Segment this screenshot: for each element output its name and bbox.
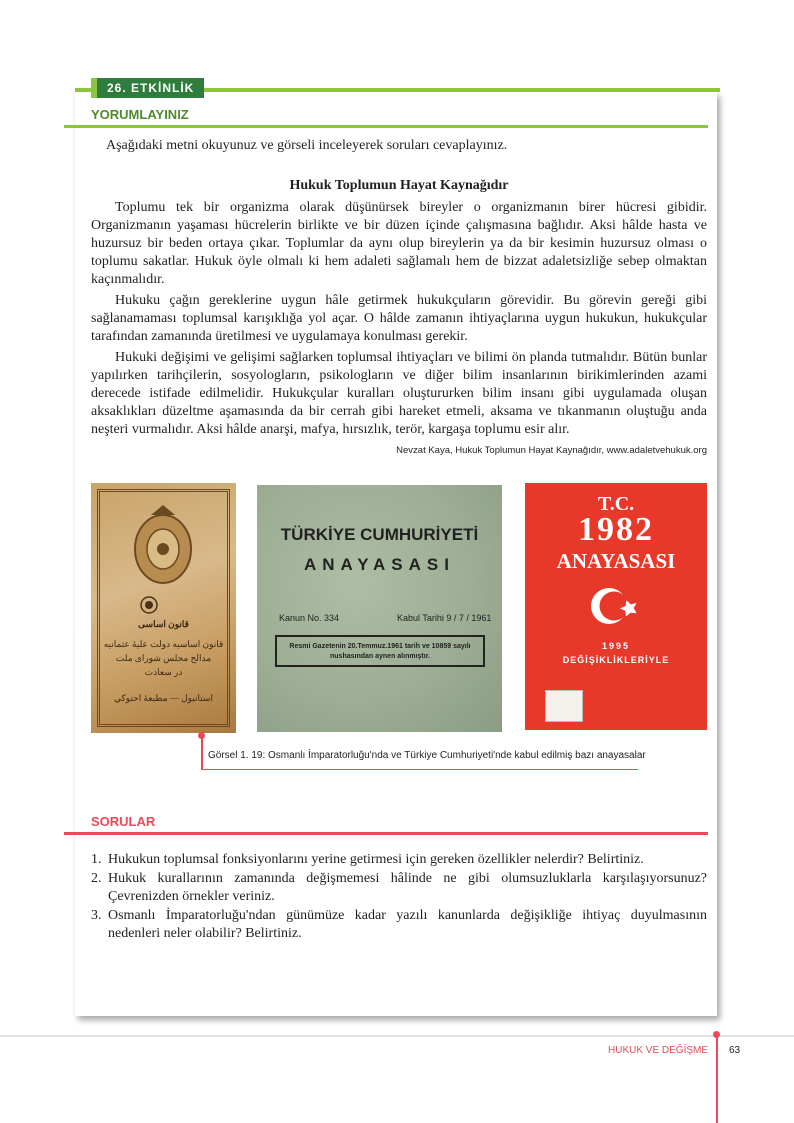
- ottoman-constitution-image: [91, 483, 236, 733]
- question-number: 1.: [91, 852, 102, 867]
- reading-text: [91, 177, 707, 460]
- footer-divider: [716, 1034, 718, 1123]
- article-title: Hukuk Toplumun Hayat Kaynağıdır: [289, 178, 509, 193]
- instructions: Aşağıdaki metni okuyunuz ve görseli inceleyerek soruları cevaplayınız.: [106, 138, 508, 153]
- section-heading-interpret: YORUMLAYINIZ: [91, 107, 189, 122]
- cover-tc: T.C.: [597, 493, 635, 515]
- article-paragraph-1: Toplumu tek bir organizma olarak düşünürsek bireyler o organizmanın birer hücresi gibidir. Organizmanın yaşaması hücrelerin birlikte ve bir düzen içinde çalışmasına bağlıdır. Aksi hâlde hasta ve huzursuz bir beden ortaya çıkar. Toplumlar da aynı olup bireylerin ya da bir kesimin huzursuz olması o toplumu sakatlar. Hukuk öyle olmalı ki hem adaleti sağlamalı hem de bizzat adaletsizliğe sebep olmaktan kaçınmalıdır.: [91, 200, 707, 287]
- ottoman-line-2: مدالح مجلس شوراى ملت: [115, 653, 212, 663]
- cover-year: 1982: [578, 511, 654, 548]
- law-number: Kanun No. 334: [279, 613, 340, 623]
- ottoman-bottom-line: استانبول — مطبعهٔ احتوكي: [114, 693, 213, 703]
- amendment-year: 1995: [601, 641, 631, 651]
- question-item: [91, 907, 707, 943]
- page-number: 63: [729, 1045, 741, 1056]
- constitution-1961-image: [257, 485, 502, 732]
- ottoman-line-1: قانون اساسيه دولت عليهٔ عثمانيه: [103, 639, 224, 649]
- article-paragraph-3: Hukuki değişimi ve gelişimi sağlarken toplumsal ihtiyaçları ve bilimi ön planda tutmalıdır. Bütün bunlar yapılırken tarihçilerin, sosyologların, psikologların ve diğer bilim insanlarının birikimlerinden azami derecede istifade edilmelidir. Hukukçular kuralları oluştururken bilim insanı gibi uygulamada oluşan aksaklıkları düzeltme aşamasında da bir cerrah gibi hareket etmeli, aksama ve tıkanmanın oluştuğu anda neşteri vurmalıdır. Aksi hâlde anarşi, mafya, hırsızlık, terör, kargaşa toplumu esir alır.: [91, 350, 707, 437]
- footer-rule: [0, 1035, 794, 1037]
- gazette-note: Resmi Gazetenin 20.Temmuz.1961 tarih ve 10859 sayılı nushasından aynen alınmıştır.: [275, 635, 485, 667]
- ottoman-title: قانون اساسی: [138, 619, 189, 629]
- constitution-1982-image: [525, 483, 707, 730]
- ottoman-coat-of-arms-icon: [123, 501, 203, 591]
- ottoman-line-3: در سعادت: [144, 667, 183, 677]
- cover-name: ANAYASASI: [556, 549, 676, 573]
- article-paragraph-2: Hukuku çağın gereklerine uygun hâle getirmek hukukçuların görevidir. Bu görevin gereği gibi sağlanamaması toplumsal karışıklığa yol açar. O hâlde zamanın ihtiyaçlarına uygun hukukun, hukukçular tarafından zamanında üretilmesi ve uygulamaya konulması gerekir.: [91, 293, 707, 344]
- question-number: 3.: [91, 908, 102, 923]
- crescent-star-icon: [585, 581, 649, 631]
- article-source: Nevzat Kaya, Hukuk Toplumun Hayat Kaynağıdır, www.adaletvehukuk.org: [396, 445, 707, 456]
- seal-icon: [139, 595, 159, 615]
- adoption-date: Kabul Tarihi 9 / 7 / 1961: [397, 613, 492, 623]
- activity-tab: 26. ETKİNLİK: [97, 78, 204, 98]
- question-item: [91, 870, 707, 906]
- question-text: Hukukun toplumsal fonksiyonlarını yerine getirmesi için gereken özellikler nelerdir? Belirtiniz.: [108, 852, 644, 867]
- section-divider-red: [64, 832, 708, 835]
- question-item: [91, 851, 707, 869]
- section-heading-questions: SORULAR: [91, 814, 156, 829]
- amendment-label: DEĞİŞİKLİKLERİYLE: [562, 655, 670, 665]
- caption-leader-vertical: [201, 735, 203, 770]
- figure-caption: Görsel 1. 19: Osmanlı İmparatorluğu'nda ve Türkiye Cumhuriyeti'nde kabul edilmiş bazı anayasalar: [208, 750, 646, 761]
- question-text: Hukuk kurallarının zamanında değişmemesi hâlinde ne gibi olumsuzluklarla karşılaşıyorsunuz? Çevrenizden örnekler veriniz.: [108, 871, 707, 904]
- cover-subtitle-1961: ANAYASASI: [303, 555, 455, 574]
- section-divider-green: [64, 125, 708, 128]
- question-text: Osmanlı İmparatorluğu'ndan günümüze kadar yazılı kanunlarda değişikliğe ihtiyaç duyulmasının nedenleri neler olabilir? Belirtiniz.: [108, 908, 707, 941]
- library-sticker: [545, 690, 583, 722]
- cover-title-1961: TÜRKİYE CUMHURİYETİ: [280, 525, 479, 544]
- chapter-title: HUKUK VE DEĞİŞME: [608, 1045, 709, 1056]
- caption-leader-horizontal: [201, 769, 638, 770]
- question-list: [91, 851, 707, 944]
- question-number: 2.: [91, 871, 102, 886]
